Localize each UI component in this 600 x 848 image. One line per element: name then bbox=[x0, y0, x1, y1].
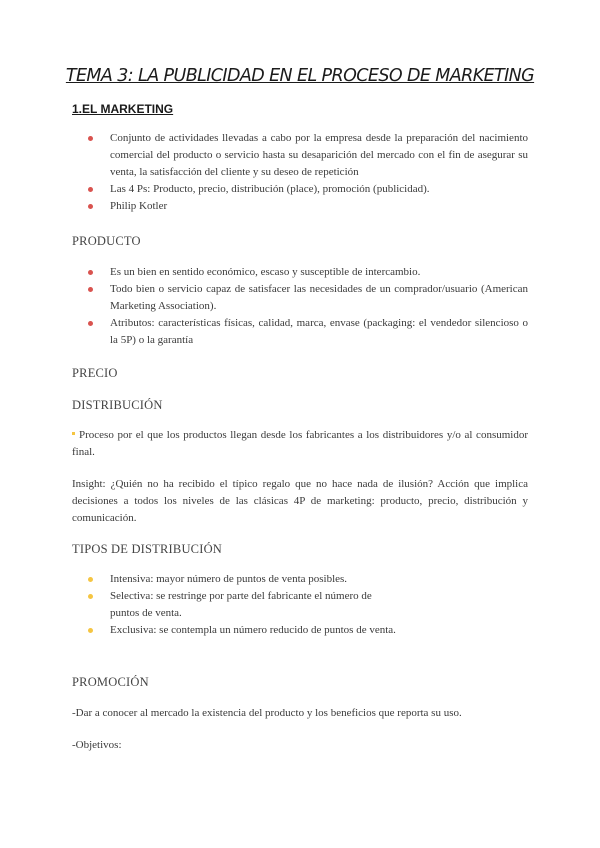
marketing-bullet-list bbox=[72, 130, 528, 215]
document-title: TEMA 3: LA PUBLICIDAD EN EL PROCESO DE MARKETING bbox=[65, 66, 535, 86]
list-item: Todo bien o servicio capaz de satisfacer las necesidades de un comprador/usuario (American Marketing Association). bbox=[72, 281, 528, 315]
section-heading-producto: PRODUCTO bbox=[72, 234, 141, 248]
promocion-line-1: -Dar a conocer al mercado la existencia del producto y los beneficios que reporta su uso. bbox=[72, 707, 462, 719]
bullet-dot-icon bbox=[88, 577, 93, 582]
bullet-dot-icon bbox=[88, 287, 93, 292]
bullet-dot-icon bbox=[88, 204, 93, 209]
tipos-bullet-list bbox=[72, 571, 402, 639]
section-heading-distribucion: DISTRIBUCIÓN bbox=[72, 398, 163, 412]
promocion-line-2: -Objetivos: bbox=[72, 739, 122, 751]
bullet-dot-icon bbox=[88, 321, 93, 326]
list-item: Philip Kotler bbox=[72, 198, 528, 215]
section-heading-marketing: 1.EL MARKETING bbox=[72, 102, 174, 116]
insight-paragraph: Insight: ¿Quién no ha recibido el típico regalo que no hace nada de ilusión? Acción que implica decisiones a todos los niveles de las clásicas 4P de marketing: producto, precio, distribución y comunicación. bbox=[72, 478, 528, 524]
distribucion-paragraph: Proceso por el que los productos llegan desde los fabricantes a los distribuidores y/o al consumidor final. bbox=[72, 429, 528, 458]
list-item: Conjunto de actividades llevadas a cabo por la empresa desde la preparación del nacimiento comercial del producto o servicio hasta su desaparición del mercado con el fin de asegurar su venta, la satisfacción del cliente y su deseo de repetición bbox=[72, 130, 528, 181]
list-item: Es un bien en sentido económico, escaso y susceptible de intercambio. bbox=[72, 264, 528, 281]
list-item: Atributos: características físicas, calidad, marca, envase (packaging: el vendedor silencioso o la 5P) o la garantía bbox=[72, 315, 528, 349]
bullet-dot-icon bbox=[88, 270, 93, 275]
list-item: Las 4 Ps: Producto, precio, distribución (place), promoción (publicidad). bbox=[72, 181, 528, 198]
list-item: Exclusiva: se contempla un número reducido de puntos de venta. bbox=[72, 622, 402, 639]
producto-bullet-list bbox=[72, 264, 528, 349]
bullet-square-icon bbox=[72, 432, 75, 435]
section-heading-precio: PRECIO bbox=[72, 366, 118, 380]
list-item: Selectiva: se restringe por parte del fabricante el número de puntos de venta. bbox=[72, 588, 402, 622]
bullet-dot-icon bbox=[88, 136, 93, 141]
bullet-dot-icon bbox=[88, 187, 93, 192]
bullet-dot-icon bbox=[88, 594, 93, 599]
section-heading-promocion: PROMOCIÓN bbox=[72, 675, 149, 689]
list-item: Intensiva: mayor número de puntos de venta posibles. bbox=[72, 571, 402, 588]
section-heading-tipos-distribucion: TIPOS DE DISTRIBUCIÓN bbox=[72, 542, 223, 556]
bullet-dot-icon bbox=[88, 628, 93, 633]
